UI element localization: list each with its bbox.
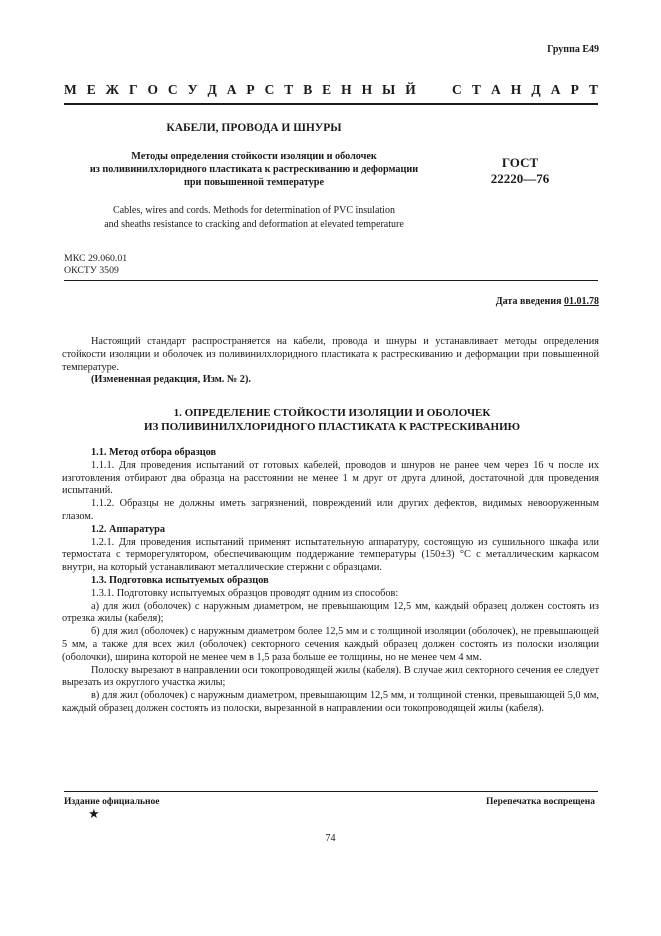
subsection-heading: 1.3. Подготовка испытуемых образцов [91,574,269,586]
footer-rule [64,791,598,792]
english-title-line: and sheaths resistance to cracking and deformation at elevated temperature [104,219,404,230]
heading-letter: Н [361,82,373,97]
subsection-heading: 1.2. Аппаратура [91,523,166,535]
okstu-code: ОКСТУ 3509 [64,264,119,276]
heading-letter: О [147,82,158,97]
standard-type-word-2 [452,82,598,98]
paragraph: 1.1.1. Для проведения испытаний от готовых кабелей, проводов и шнуров не ранее чем через 16 ч после их изготовления отбирают два образца на расстоянии не менее 1 м друг от друга длиной, достаточной для проведения испытаний. [62,459,599,497]
intro-paragraph: Настоящий стандарт распространяется на кабели, провода и шнуры и устанавливает методы определения стойкости изоляции и оболочек из поливинилхлоридного пластиката к растрескиванию и деформации при повышенной температуре. [62,336,599,373]
list-item: б) для жил (оболочек) с наружным диаметром более 12,5 мм и с толщиной изоляции (оболочек), не превышающей 5 мм, а также для всех жил (оболочек) секторного сечения каждый образец должен состоять из полоски изоляции (оболочки), ширина которой не менее чем в 1,5 раза больше ее толщины, но не менее чем 4 мм. [62,626,599,663]
list-item: в) для жил (оболочек) с наружным диаметром, превышающим 12,5 мм, и толщиной стенки, превышающей 5,0 мм, каждый образец должен состоять из полоски, вырезанной в направлении оси токопроводящей жилы (кабеля). [62,690,599,714]
paragraph: Полоску вырезают в направлении оси токопроводящей жилы (кабеля). В случае жил секторного сечения ее следует вырезать из округлого участка жилы; [62,664,599,689]
heading-letter: Р [246,82,255,97]
heading-letter: Т [588,82,598,97]
gost-designation [490,155,550,187]
header-rule [64,103,598,105]
heading-letter: Н [510,82,522,97]
reprint-prohibited-label: Перепечатка воспрещена [485,797,595,807]
edition-note: (Измененная редакция, Изм. № 2). [91,374,251,386]
heading-letter: Д [207,82,217,97]
heading-letter: Р [570,82,579,97]
heading-letter: Ы [382,82,396,97]
paragraph: 1.3.1. Подготовку испытуемых образцов проводят одним из способов: [91,587,399,599]
document-main-title: КАБЕЛИ, ПРОВОДА И ШНУРЫ [166,122,342,134]
document-subtitle [64,150,444,189]
group-code: Группа Е49 [547,44,599,55]
heading-letter: А [550,82,561,97]
heading-letter: Е [86,82,96,97]
intro-date-label: Дата введения [495,296,562,307]
subtitle-line: при повышенной температуре [184,177,324,188]
gost-number: 22220—76 [490,171,550,186]
heading-letter: А [226,82,237,97]
page-number: 74 [325,833,336,844]
heading-letter: С [167,82,178,97]
subtitle-line: из поливинилхлоридного пластиката к растрескиванию и деформации [89,164,419,175]
heading-letter: Н [341,82,352,97]
classification-codes [64,253,127,276]
heading-letter: Г [128,82,138,97]
paragraph: 1.2.1. Для проведения испытаний применят испытательную аппаратуру, состоящую из сушильного шкафа или термостата с терморегулятором, обеспечивающим поддержание температуры (150±3) °С с металлическим каркасом внутри, на который устанавливают металлические стержни с образцами. [62,536,599,574]
heading-letter: Й [405,82,416,97]
intro-date [496,296,599,307]
heading-letter: В [303,82,313,97]
standard-type-word-1 [64,82,416,98]
heading-letter: С [264,82,275,97]
section-title-line: 1. ОПРЕДЕЛЕНИЕ СТОЙКОСТИ ИЗОЛЯЦИИ И ОБОЛОЧЕК [173,407,491,419]
subsection-heading: 1.1. Метод отбора образцов [91,447,217,458]
heading-letter: М [64,82,77,97]
heading-letter: А [490,82,501,97]
heading-letter: Т [471,82,481,97]
heading-letter: Т [284,82,294,97]
list-item: а) для жил (оболочек) с наружным диаметром, не превышающим 12,5 мм, каждый образец должен состоять из отрезка жилы (кабеля); [62,600,599,625]
paragraph: 1.1.2. Образцы не должны иметь загрязнений, повреждений или других дефектов, видимых невооруженным глазом. [62,498,599,522]
gost-label: ГОСТ [501,155,539,170]
english-title [64,204,444,232]
codes-rule [64,280,598,281]
heading-letter: Е [322,82,332,97]
heading-letter: Ж [105,82,119,97]
star-icon: ★ [88,806,100,821]
mks-code: МКС 29.060.01 [64,253,128,264]
heading-letter: С [452,82,462,97]
english-title-line: Cables, wires and cords. Methods for determination of PVC insulation [113,205,395,216]
heading-letter: Д [531,82,541,97]
section-title-line: ИЗ ПОЛИВИНИЛХЛОРИДНОГО ПЛАСТИКАТА К РАСТРЕСКИВАНИЮ [143,421,521,433]
section-1-body [62,447,599,716]
intro-date-value: 01.01.78 [564,296,599,307]
standard-type-heading [64,82,598,98]
official-edition-label: Издание официальное [64,797,160,807]
section-1-title [64,406,600,434]
heading-letter: У [187,82,198,97]
subtitle-line: Методы определения стойкости изоляции и оболочек [131,151,377,162]
intro-block [62,336,599,387]
